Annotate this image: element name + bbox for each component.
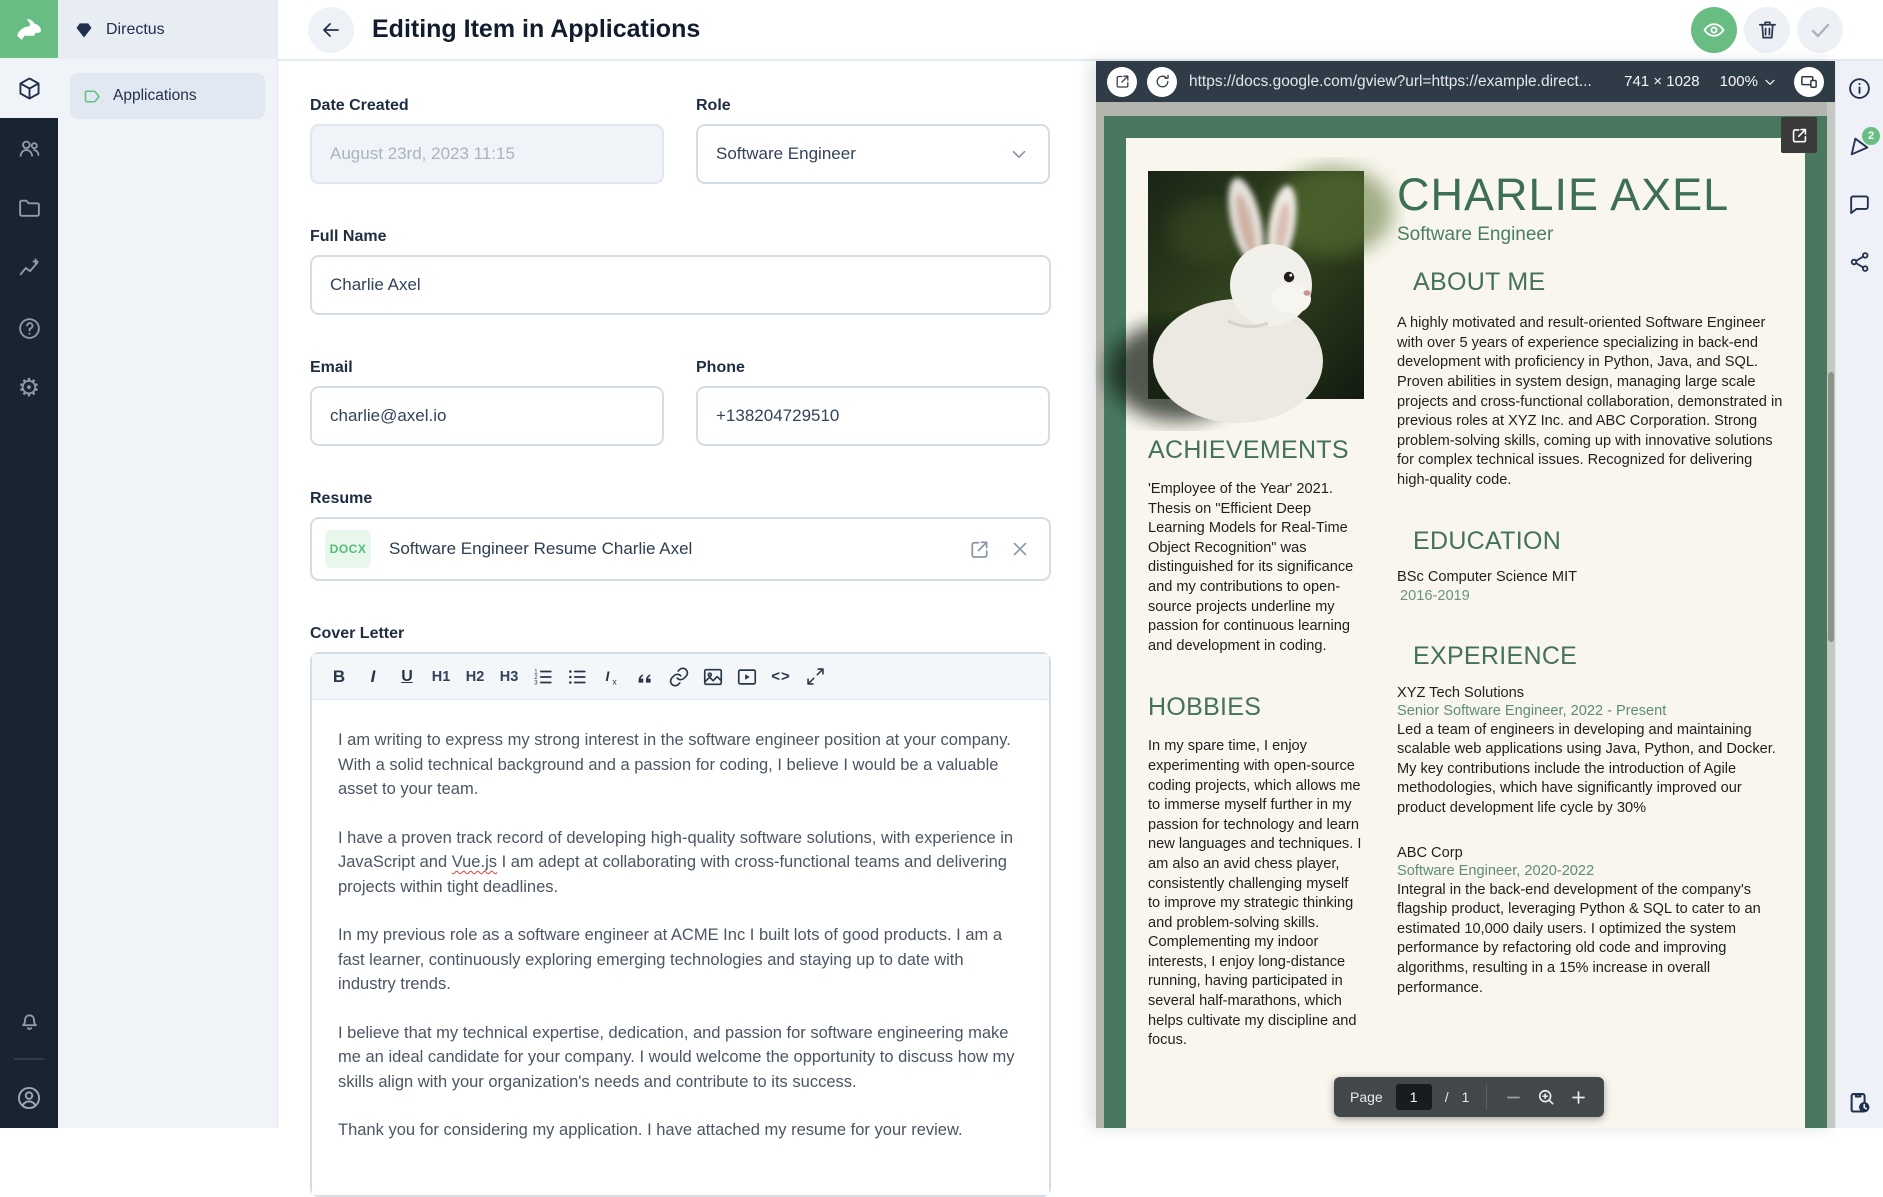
module-bar-divider [14, 1058, 44, 1060]
resume-page [1126, 138, 1805, 1128]
content-area [278, 0, 1883, 1139]
module-bar-spacer [0, 418, 58, 990]
tag-icon [82, 86, 103, 107]
remove-file-icon[interactable] [1009, 538, 1031, 561]
role-label: Role [696, 97, 731, 114]
preview-scrollbar[interactable] [1827, 102, 1835, 1128]
info-button[interactable] [1847, 76, 1872, 101]
page-controls [1334, 1077, 1604, 1117]
job-role: Software Engineer, 2020-2022 [1397, 862, 1595, 879]
cover-letter-paragraph: Thank you for considering my application. I have attached my resume for your review. [338, 1121, 963, 1139]
h1-button[interactable]: H1 [431, 668, 451, 685]
preview-drawer [1096, 61, 1835, 1128]
device-toggle-button[interactable] [1794, 67, 1824, 97]
svg-text:3: 3 [534, 680, 538, 687]
blockquote-button[interactable] [628, 659, 662, 695]
module-content[interactable] [0, 58, 58, 118]
directus-logo[interactable] [0, 0, 58, 58]
user-menu-button[interactable] [0, 1068, 58, 1128]
resume-file-row[interactable] [310, 517, 1051, 581]
revisions-button[interactable] [1847, 130, 1875, 159]
full-name-field[interactable] [310, 255, 1051, 315]
job-description: Led a team of engineers in developing and maintaining scalable web applications using Java, Python, and Docker. My key contributions include the introduction of Agile methodologies, which have significantly improved our product development life cycle by 30% [1397, 721, 1776, 816]
rich-text-editor [310, 652, 1051, 1197]
module-help[interactable] [0, 298, 58, 358]
chevron-down-icon [1008, 143, 1030, 165]
resume-label: Resume [310, 490, 373, 507]
code-button[interactable]: <> [771, 668, 791, 685]
cover-letter-paragraph: I believe that my technical expertise, dedication, and passion for software engineering make me an ideal candidate for your company. I would welcome the opportunity to discuss how my skills align with your organization's needs and contribute to its success. [338, 1023, 1015, 1091]
fullscreen-button[interactable] [798, 659, 832, 695]
comments-button[interactable] [1847, 192, 1872, 217]
share-button[interactable] [1848, 250, 1872, 274]
underline-button[interactable]: U [401, 667, 413, 685]
bullet-list-button[interactable] [560, 659, 594, 695]
job-role: Senior Software Engineer, 2022 - Present [1397, 702, 1667, 719]
module-files[interactable] [0, 178, 58, 238]
module-bar [0, 0, 58, 1128]
cover-letter-paragraph: I am writing to express my strong interest in the software engineer position at your company. With a solid technical background and a passion for coding, I believe I would be a valuable asset to your team. [338, 731, 1011, 798]
nav-sidebar [58, 0, 278, 1128]
video-button[interactable] [730, 659, 764, 695]
education-degree: BSc Computer Science MIT [1397, 568, 1578, 585]
preview-button[interactable] [1691, 7, 1737, 53]
job-description: Integral in the back-end development of the company's flagship product, leveraging Python & SQL to cater to an estimated 10,000 daily users. I optimized the system performance by refactoring old code and improving algorithms, resulting in a 15% increase in overall performance. [1397, 881, 1761, 996]
date-created-field[interactable] [310, 124, 664, 184]
docx-badge: DOCX [325, 530, 371, 568]
svg-text:I: I [605, 668, 610, 684]
svg-text:1: 1 [534, 669, 538, 676]
clipboard-clock-button[interactable] [1846, 1089, 1873, 1116]
preview-dimensions: 741 × 1028 [1624, 73, 1700, 90]
right-sidebar [1835, 61, 1883, 1128]
sidebar-item-applications[interactable] [70, 73, 265, 119]
phone-field[interactable] [696, 386, 1050, 446]
experience-job [1397, 685, 1785, 819]
rabbit-logo-icon [12, 12, 46, 46]
ordered-list-button[interactable] [526, 659, 560, 695]
email-label: Email [310, 359, 353, 376]
cover-letter-label: Cover Letter [310, 625, 405, 642]
education-years: 2016-2019 [1400, 587, 1470, 604]
zoom-value: 100% [1719, 73, 1758, 90]
back-button[interactable] [308, 7, 354, 53]
zoom-in-button[interactable] [1569, 1088, 1588, 1107]
job-company: XYZ Tech Solutions [1397, 684, 1525, 701]
resume-file-name: Software Engineer Resume Charlie Axel [389, 539, 693, 558]
misspelled-word: Vue.js [451, 853, 497, 871]
cover-letter-paragraph: I have a proven track record of developing high-quality software solutions, with experience in JavaScript and Vue.js I am adept at collaborating with cross-functional teams and delivering projects within tight deadlines. [338, 828, 1014, 896]
document-viewport [1096, 102, 1835, 1128]
h3-button[interactable]: H3 [499, 668, 519, 685]
module-settings[interactable] [0, 358, 58, 418]
open-in-new-button[interactable] [1107, 67, 1137, 97]
project-selector[interactable] [58, 0, 277, 59]
pager-separator [1486, 1084, 1487, 1110]
role-select[interactable] [696, 124, 1050, 184]
resume-document [1104, 116, 1827, 1128]
image-button[interactable] [696, 659, 730, 695]
open-file-icon[interactable] [968, 538, 991, 561]
sidebar-item-label: Applications [113, 87, 197, 104]
page-total: 1 [1461, 1089, 1470, 1105]
achievements-text: 'Employee of the Year' 2021. Thesis on "Efficient Deep Learning Models for Real-Time Object Recognition" was distinguished for its significance and my contributions to open-source projects underline my passion for continuous learning and development in coding. [1148, 481, 1354, 654]
gear-icon: ⚙ [17, 373, 41, 402]
editor-toolbar [312, 654, 1049, 700]
save-button[interactable] [1797, 7, 1843, 53]
phone-label: Phone [696, 359, 745, 376]
clear-format-button[interactable] [594, 659, 628, 695]
zoom-in-search-button[interactable] [1536, 1087, 1556, 1107]
page-label: Page [1350, 1089, 1383, 1105]
experience-heading: EXPERIENCE [1413, 641, 1578, 670]
svg-text:2: 2 [534, 674, 538, 681]
page-title: Editing Item in Applications [372, 15, 701, 43]
preview-url[interactable]: https://docs.google.com/gview?url=https://example.direct... [1189, 72, 1592, 90]
hobbies-heading: HOBBIES [1148, 693, 1262, 722]
about-heading: ABOUT ME [1413, 268, 1546, 297]
full-name-label: Full Name [310, 228, 387, 245]
education-heading: EDUCATION [1413, 526, 1562, 555]
cover-letter-content[interactable] [312, 700, 1049, 1195]
rabbit-photo [1148, 171, 1364, 399]
resume-role: Software Engineer [1397, 224, 1554, 246]
module-users[interactable] [0, 118, 58, 178]
role-value: Software Engineer [716, 144, 856, 163]
email-field[interactable] [310, 386, 664, 446]
h2-button[interactable]: H2 [465, 668, 485, 685]
notifications-button[interactable] [0, 990, 58, 1050]
page-header [278, 0, 1883, 61]
link-button[interactable] [662, 659, 696, 695]
module-insights[interactable] [0, 238, 58, 298]
italic-button[interactable]: I [370, 666, 376, 686]
date-created-label: Date Created [310, 97, 409, 114]
delete-button[interactable] [1744, 7, 1790, 53]
document-popout-button[interactable] [1781, 117, 1817, 153]
zoom-out-button[interactable] [1504, 1088, 1523, 1107]
gem-icon [74, 20, 94, 40]
hobbies-text: In my spare time, I enjoy experimenting with open-source coding projects, which allows me to immerse myself further in my passion for technology and learn new languages and techniques. I am also an avid chess player, consistently challenging myself to improve my strategic thinking and problem-solving skills. Complementing my indoor interests, I enjoy long-distance running, having participated in several half-marathons, which helps cultivate my discipline and focus. [1148, 738, 1362, 1049]
item-edit-form [278, 61, 1096, 1139]
revisions-count-badge: 2 [1862, 127, 1880, 145]
cover-letter-paragraph: In my previous role as a software engineer at ACME Inc I built lots of good products. I am a fast learner, continuously exploring emerging technologies and staying up to date with industry trends. [338, 926, 1002, 993]
achievements-heading: ACHIEVEMENTS [1148, 436, 1349, 464]
zoom-select[interactable] [1720, 73, 1778, 90]
header-actions [1691, 7, 1843, 53]
about-text: A highly motivated and result-oriented Software Engineer with over 5 years of experience specializing in back-end development with proficiency in Python, Java, and SQL. Proven abilities in system design, managing large scale projects and cross-functional collaboration, demonstrated in previous roles at XYZ Inc. and ABC Corporation. Strong problem-solving skills, coming up with innovative solutions for complex technical issues. Recognized for delivering high-quality code. [1397, 315, 1783, 488]
refresh-button[interactable] [1147, 67, 1177, 97]
page-number-input[interactable] [1396, 1084, 1432, 1110]
project-name: Directus [106, 20, 165, 38]
scrollbar-thumb[interactable] [1828, 372, 1834, 642]
resume-name: CHARLIE AXEL [1397, 169, 1730, 220]
job-company: ABC Corp [1397, 844, 1463, 861]
bold-button[interactable]: B [332, 666, 346, 686]
page-divider: / [1444, 1089, 1449, 1105]
preview-url-bar [1096, 61, 1835, 102]
svg-text:x: x [612, 675, 617, 686]
experience-job [1397, 845, 1785, 999]
